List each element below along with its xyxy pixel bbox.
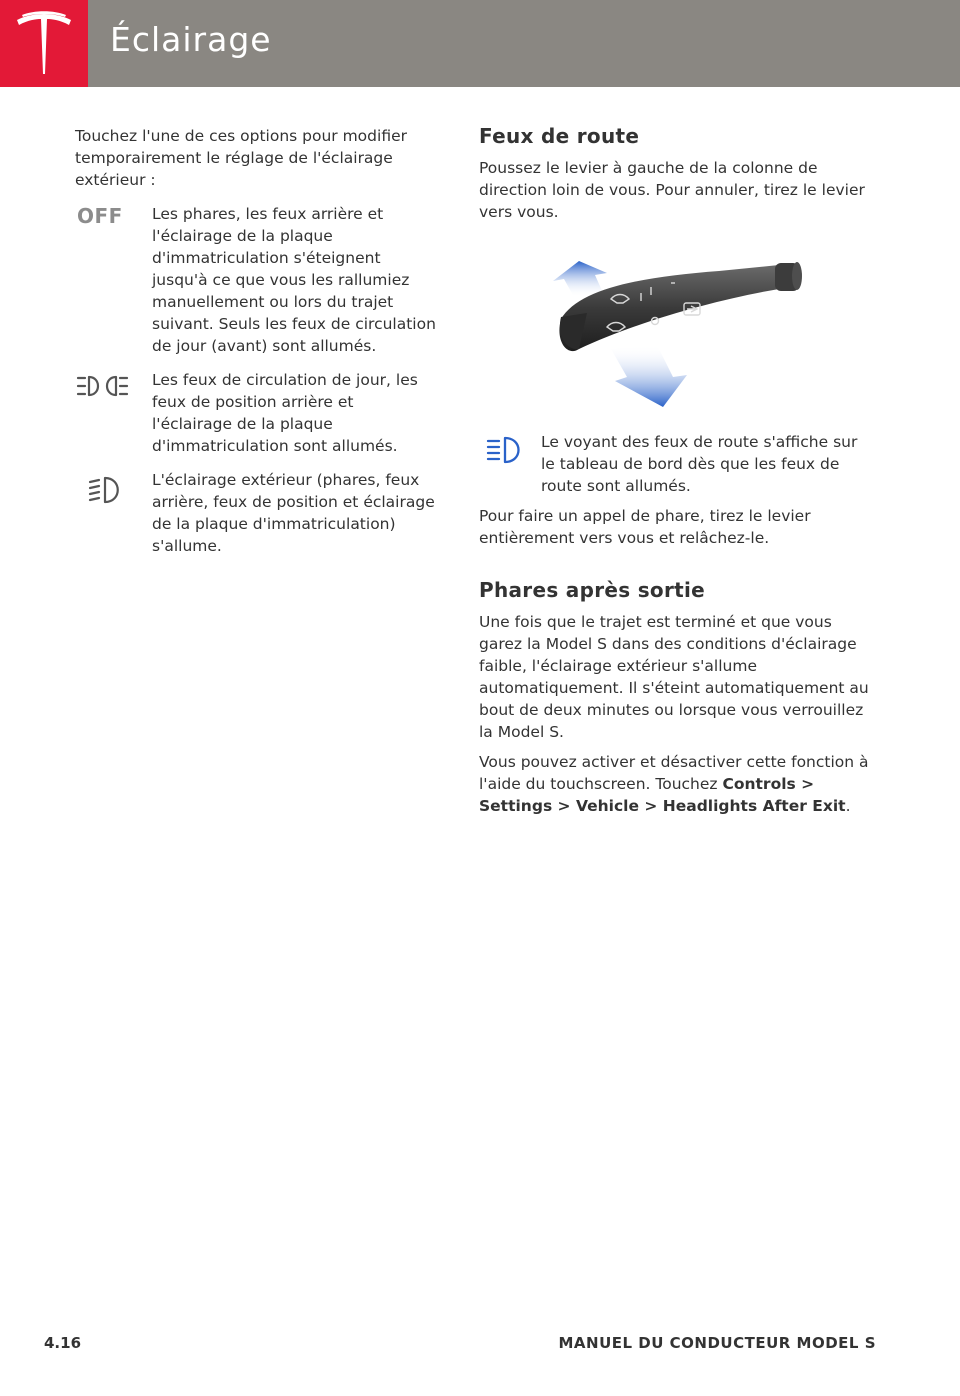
high-beam-instructions: Poussez le levier à gauche de la colonne de direction loin de vous. Pour annuler, tirez le levier vers vous. [479, 159, 865, 221]
option-parking-lights [75, 369, 437, 457]
high-beam-notice-text: Le voyant des feux de route s'affiche sur le tableau de bord dès que les feux de route sont allumés. [541, 433, 858, 495]
turn-stalk-illustration [479, 249, 874, 419]
page-title: Éclairage [110, 20, 272, 59]
flash-headlights-text: Pour faire un appel de phare, tirez le levier entièrement vers vous et relâchez-le. [479, 507, 811, 547]
right-column [479, 125, 874, 825]
settings-path: Controls > Settings > Vehicle > Headlights After Exit [479, 775, 846, 815]
low-beam-icon [87, 473, 127, 509]
option-parking-lights-text: Les feux de circulation de jour, les feux de position arrière et l'éclairage de la plaque d'immatriculation sont allumés. [152, 371, 418, 455]
intro-text: Touchez l'une de ces options pour modifier temporairement le réglage de l'éclairage extérieur : [75, 127, 407, 189]
page-header [0, 0, 960, 87]
section-heading-high-beam: Feux de route [479, 124, 640, 148]
page-number: 4.16 [44, 1334, 82, 1352]
option-off [75, 203, 437, 357]
off-icon [75, 203, 152, 357]
option-low-beam [75, 469, 437, 557]
brand-logo-box [0, 0, 88, 87]
after-exit-instructions: Vous pouvez activer et désactiver cette fonction à l'aide du touchscreen. Touchez Controls > Settings > Vehicle > Headlights After Exit. [479, 753, 869, 815]
option-low-beam-text: L'éclairage extérieur (phares, feux arrière, feux de position et éclairage de la plaque d'immatriculation) s'allume. [152, 471, 435, 555]
left-column [75, 125, 437, 557]
manual-title: MANUEL DU CONDUCTEUR MODEL S [558, 1334, 876, 1352]
tesla-logo-icon [14, 10, 74, 76]
pull-toward-arrow-icon [611, 345, 687, 407]
after-exit-description: Une fois que le trajet est terminé et que vous garez la Model S dans des conditions d'éclairage faible, l'éclairage extérieur s'allume automatiquement. Il s'éteint automatiquement au bout de deux minutes ou lorsque vous verrouillez la Model S. [479, 613, 869, 741]
section-heading-after-exit: Phares après sortie [479, 578, 705, 602]
parking-lights-icon [75, 371, 131, 401]
high-beam-notice [479, 431, 874, 497]
high-beam-indicator-icon [485, 435, 527, 465]
option-off-text: Les phares, les feux arrière et l'éclairage de la plaque d'immatriculation s'éteignent jusqu'à ce que vous les rallumiez manuellement ou lors du trajet suivant. Seuls les feux de circulation de jour (avant) sont allumés. [152, 205, 436, 355]
push-away-arrow-icon [553, 261, 607, 297]
off-icon-label: OFF [77, 204, 123, 228]
